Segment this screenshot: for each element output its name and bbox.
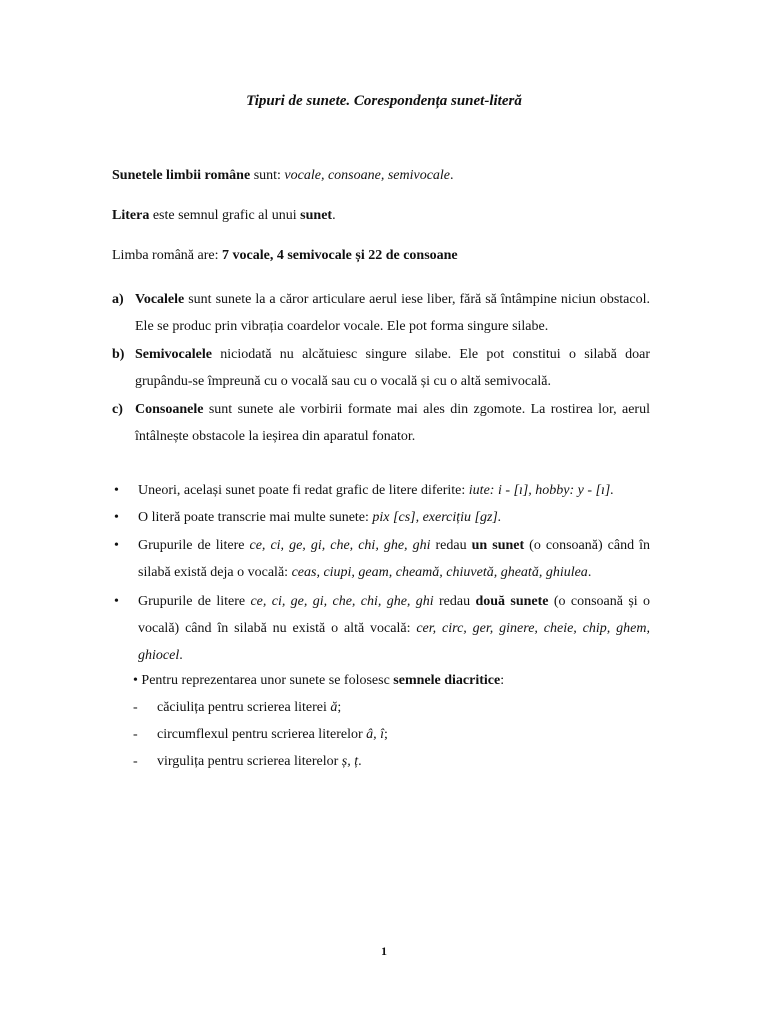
- bullet-item-1: [112, 477, 650, 504]
- definition-text: sunt sunete ale vorbirii formate mai ales din zgomote. La rostirea lor, aerul întâlnește obstacole la ieșirea din aparatul fonator.: [135, 402, 650, 444]
- intro-line-counts: [112, 246, 652, 266]
- diacritic-item-3: [133, 752, 362, 772]
- punct: ;: [384, 727, 388, 742]
- text: Grupurile de litere: [138, 538, 250, 553]
- letter-groups: ce, ci, ge, gi, che, chi, ghe, ghi: [250, 594, 434, 609]
- text: redau: [430, 538, 472, 553]
- diacritic-item-2: [133, 725, 388, 745]
- bullet-icon: •: [114, 538, 119, 553]
- term-vocale: Vocalele: [135, 292, 185, 307]
- diacritics-intro: [133, 671, 504, 691]
- bullet-item-2: [112, 504, 650, 531]
- punct: .: [332, 208, 336, 223]
- list-marker: c): [112, 402, 123, 417]
- sound-types: vocale, consoane, semivocale: [284, 168, 451, 183]
- text: (o consoană și o vocală) când în silabă nu există o altă vocală:: [138, 594, 651, 636]
- letter: ă: [330, 700, 338, 715]
- text: Grupurile de litere: [138, 594, 251, 609]
- text: căciulița pentru scrierea literei: [157, 700, 331, 715]
- text: O literă poate transcrie mai multe sunete:: [138, 510, 373, 525]
- definition-text: niciodată nu alcătuiesc singure silabe. Ele pot constitui o silabă doar grupându-se împreună cu o vocală sau cu o vocală și cu o altă semivocală.: [135, 347, 650, 389]
- list-marker: b): [112, 347, 125, 362]
- term-sounds: Sunetele limbii române: [112, 168, 251, 183]
- list-item-semivocale: [112, 341, 650, 395]
- text: • Pentru reprezentarea unor sunete se folosesc: [133, 673, 394, 688]
- list-item-consoane: [112, 396, 650, 450]
- example: pix [cs], exercițiu [gz].: [372, 510, 502, 525]
- bullet-icon: •: [114, 510, 119, 525]
- letter-groups: ce, ci, ge, gi, che, chi, ghe, ghi: [249, 538, 431, 553]
- punct: .: [587, 565, 592, 580]
- text: este semnul grafic al unui: [149, 208, 301, 223]
- bullet-icon: •: [114, 594, 119, 609]
- example: iute: i - [ı], hobby: y - [ı].: [468, 483, 614, 498]
- page-title: Tipuri de sunete. Corespondența sunet-literă: [246, 93, 522, 109]
- text: Limba română are:: [112, 248, 223, 263]
- term-sound: sunet: [300, 208, 333, 223]
- bullet-item-3: [112, 532, 650, 586]
- bullet-item-4: [112, 588, 650, 669]
- example: cer, circ, ger, ginere, cheie, chip, ghem, ghiocel: [138, 621, 650, 663]
- text: virgulița pentru scrierea literelor: [157, 754, 342, 769]
- emphasis: două sunete: [475, 594, 549, 609]
- punct: :: [500, 673, 505, 688]
- term-semivocale: Semivocalele: [135, 347, 212, 362]
- punct: .: [358, 754, 362, 769]
- text: Uneori, același sunet poate fi redat grafic de litere diferite:: [138, 483, 469, 498]
- letter: â, î: [366, 727, 385, 742]
- diacritic-item-1: [133, 698, 341, 718]
- text: circumflexul pentru scrierea literelor: [157, 727, 367, 742]
- page-number: 1: [381, 944, 387, 958]
- term-consoane: Consoanele: [135, 402, 204, 417]
- intro-line-letter: [112, 206, 652, 226]
- letter: ș, ț: [341, 754, 359, 769]
- dash-marker: -: [133, 700, 138, 715]
- example: ceas, ciupi, geam, cheamă, chiuvetă, gheată, ghiulea: [291, 565, 588, 580]
- list-item-vocale: [112, 286, 650, 340]
- punct: ;: [337, 700, 342, 715]
- punct: .: [179, 648, 183, 663]
- emphasis: un sunet: [471, 538, 525, 553]
- intro-line-sounds: [112, 166, 652, 186]
- term-diacritics: semnele diacritice: [393, 673, 501, 688]
- dash-marker: -: [133, 727, 138, 742]
- text: sunt:: [250, 168, 285, 183]
- list-marker: a): [112, 292, 124, 307]
- sound-counts: 7 vocale, 4 semivocale și 22 de consoane: [222, 248, 458, 263]
- term-letter: Litera: [112, 208, 150, 223]
- definition-text: sunt sunete la a căror articulare aerul iese liber, fără să întâmpine niciun obstacol. Ele se produc prin vibrația coardelor vocale. Ele pot forma singure silabe.: [135, 292, 650, 334]
- dash-marker: -: [133, 754, 138, 769]
- text: (o consoană) când în silabă există deja o vocală:: [138, 538, 650, 580]
- punct: .: [450, 168, 454, 183]
- text: redau: [433, 594, 476, 609]
- bullet-icon: •: [114, 483, 119, 498]
